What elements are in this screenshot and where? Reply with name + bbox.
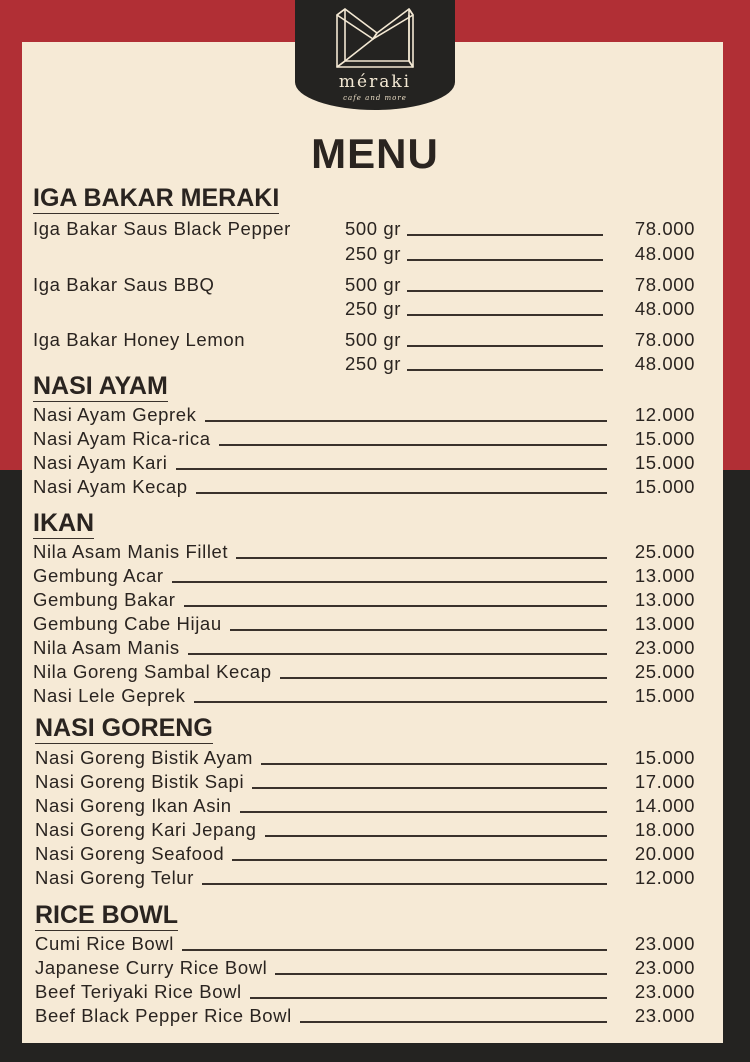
- item-price: 15.000: [634, 685, 695, 706]
- section-title-nasi-goreng: NASI GORENG: [35, 714, 213, 742]
- dotted-leader: [232, 859, 607, 861]
- item-name: Nasi Goreng Ikan Asin: [35, 795, 232, 816]
- menu-item: [33, 474, 695, 498]
- dotted-leader: [407, 290, 603, 292]
- dotted-leader: [184, 605, 607, 607]
- menu-item: [35, 793, 695, 817]
- item-price: 25.000: [634, 661, 695, 682]
- item-name: Gembung Acar: [33, 565, 164, 586]
- menu-item: [33, 402, 695, 426]
- dotted-leader: [205, 420, 608, 422]
- menu-item: [33, 659, 695, 683]
- item-price: 78.000: [634, 218, 695, 239]
- dotted-leader: [176, 468, 607, 470]
- item-size: 250 gr: [345, 243, 402, 264]
- menu-item-name: Iga Bakar Saus BBQ: [33, 274, 215, 295]
- menu-item: [35, 841, 695, 865]
- dotted-leader: [407, 259, 603, 261]
- item-price: 48.000: [634, 353, 695, 374]
- dotted-leader: [407, 234, 603, 236]
- item-size: 500 gr: [345, 274, 402, 295]
- dotted-leader: [196, 492, 607, 494]
- item-price: 23.000: [634, 1005, 695, 1026]
- menu-item: [33, 683, 695, 707]
- item-name: Beef Teriyaki Rice Bowl: [35, 981, 242, 1002]
- item-name: Beef Black Pepper Rice Bowl: [35, 1005, 292, 1026]
- dotted-leader: [240, 811, 607, 813]
- item-name: Nasi Goreng Telur: [35, 867, 194, 888]
- dotted-leader: [182, 949, 607, 951]
- folded-m-icon: [333, 5, 417, 69]
- item-size: 500 gr: [345, 218, 402, 239]
- item-name: Nila Asam Manis Fillet: [33, 541, 229, 562]
- item-price: 12.000: [634, 867, 695, 888]
- item-size: 250 gr: [345, 298, 402, 319]
- dotted-leader: [407, 369, 603, 371]
- dotted-leader: [280, 677, 607, 679]
- menu-item-size-row: [345, 327, 695, 351]
- menu-item: [35, 979, 695, 1003]
- item-price: 15.000: [634, 747, 695, 768]
- item-name: Nasi Lele Geprek: [33, 685, 186, 706]
- item-name: Nila Asam Manis: [33, 637, 180, 658]
- menu-item: [33, 539, 695, 563]
- item-price: 14.000: [634, 795, 695, 816]
- dotted-leader: [219, 444, 607, 446]
- menu-item: [35, 865, 695, 889]
- item-price: 17.000: [634, 771, 695, 792]
- dotted-leader: [202, 883, 607, 885]
- item-name: Nasi Goreng Bistik Sapi: [35, 771, 245, 792]
- dotted-leader: [407, 314, 603, 316]
- brand-name: méraki: [338, 72, 412, 92]
- item-price: 78.000: [634, 274, 695, 295]
- item-name: Nasi Ayam Kari: [33, 452, 168, 473]
- menu-item-size-row: [345, 272, 695, 296]
- menu-item-size-row: [345, 241, 695, 265]
- dotted-leader: [172, 581, 607, 583]
- menu-item: [35, 1003, 695, 1027]
- dotted-leader: [194, 701, 607, 703]
- dotted-leader: [230, 629, 607, 631]
- item-price: 12.000: [634, 404, 695, 425]
- item-price: 15.000: [634, 428, 695, 449]
- dotted-leader: [250, 997, 607, 999]
- menu-item: [33, 426, 695, 450]
- dotted-leader: [407, 345, 603, 347]
- item-price: 23.000: [634, 637, 695, 658]
- page-title: MENU: [311, 130, 439, 177]
- menu-item: [33, 450, 695, 474]
- item-size: 500 gr: [345, 329, 402, 350]
- item-name: Gembung Bakar: [33, 589, 176, 610]
- dotted-leader: [261, 763, 607, 765]
- item-name: Gembung Cabe Hijau: [33, 613, 222, 634]
- item-price: 48.000: [634, 298, 695, 319]
- menu-item: [35, 931, 695, 955]
- section-title-rice-bowl: RICE BOWL: [35, 901, 179, 929]
- item-price: 13.000: [634, 613, 695, 634]
- dotted-leader: [275, 973, 607, 975]
- item-price: 15.000: [634, 476, 695, 497]
- dotted-leader: [188, 653, 607, 655]
- menu-item: [33, 635, 695, 659]
- item-price: 23.000: [634, 981, 695, 1002]
- menu-item: [33, 611, 695, 635]
- item-price: 23.000: [634, 933, 695, 954]
- item-name: Nila Goreng Sambal Kecap: [33, 661, 272, 682]
- dotted-leader: [236, 557, 607, 559]
- brand-tagline: cafe and more: [343, 94, 407, 102]
- item-size: 250 gr: [345, 353, 402, 374]
- item-price: 78.000: [634, 329, 695, 350]
- menu-item-size-row: [345, 296, 695, 320]
- menu-item-name: Iga Bakar Saus Black Pepper: [33, 218, 291, 239]
- menu-item-size-row: [345, 216, 695, 240]
- menu-item: [33, 587, 695, 611]
- dotted-leader: [300, 1021, 607, 1023]
- item-name: Nasi Ayam Geprek: [33, 404, 197, 425]
- item-name: Nasi Goreng Kari Jepang: [35, 819, 257, 840]
- item-price: 13.000: [634, 565, 695, 586]
- item-price: 13.000: [634, 589, 695, 610]
- menu-item: [35, 745, 695, 769]
- item-name: Japanese Curry Rice Bowl: [35, 957, 268, 978]
- menu-item: [35, 817, 695, 841]
- item-price: 18.000: [634, 819, 695, 840]
- dotted-leader: [252, 787, 607, 789]
- menu-item: [35, 769, 695, 793]
- menu-item-name: Iga Bakar Honey Lemon: [33, 329, 246, 350]
- dotted-leader: [265, 835, 607, 837]
- item-name: Nasi Goreng Bistik Ayam: [35, 747, 254, 768]
- item-price: 20.000: [634, 843, 695, 864]
- menu-item: [33, 563, 695, 587]
- item-name: Nasi Ayam Kecap: [33, 476, 188, 497]
- brand-logo: [295, 0, 455, 110]
- item-price: 25.000: [634, 541, 695, 562]
- section-title-nasi-ayam: NASI AYAM: [33, 372, 168, 400]
- menu-item-size-row: [345, 351, 695, 375]
- menu-item: [35, 955, 695, 979]
- item-price: 48.000: [634, 243, 695, 264]
- section-title-ikan: IKAN: [33, 509, 95, 537]
- item-name: Nasi Goreng Seafood: [35, 843, 225, 864]
- item-price: 15.000: [634, 452, 695, 473]
- item-name: Nasi Ayam Rica-rica: [33, 428, 211, 449]
- item-price: 23.000: [634, 957, 695, 978]
- item-name: Cumi Rice Bowl: [35, 933, 174, 954]
- section-title-iga-bakar: IGA BAKAR MERAKI: [33, 184, 280, 212]
